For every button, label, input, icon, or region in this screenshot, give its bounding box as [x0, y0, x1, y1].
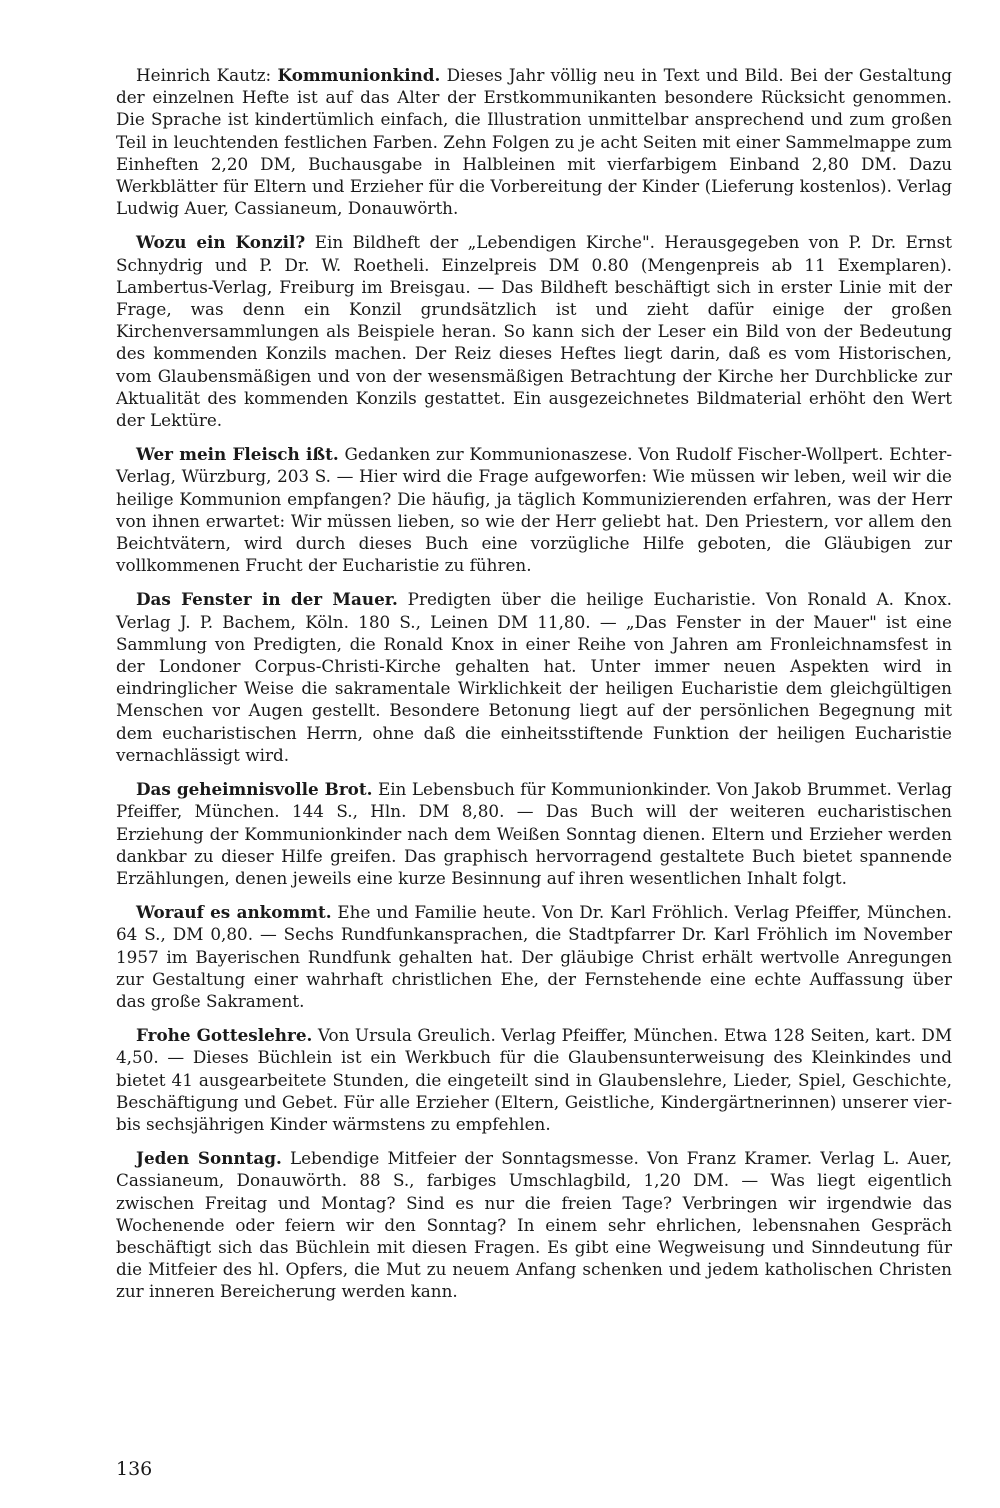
review-entry-jeden-sonntag [116, 1147, 952, 1302]
review-entry-worauf-es-ankommt [116, 901, 952, 1012]
entry-text: Ein Bildheft der „Lebendigen Kirche". Herausgegeben von P. Dr. Ernst Schnydrig und P. Dr. W. Roetheli. Einzelpreis DM 0.80 (Mengenpreis ab 11 Exemplaren). Lambertus-Verlag, Freiburg im Breisgau. — Das Bildheft beschäftigt sich in erster Linie mit der Frage, was denn ein Konzil grundsätzlich ist und zieht dafür einige der großen Kirchenversammlungen als Beispiele heran. So kann sich der Leser ein Bild von der Bedeutung des kommenden Konzils machen. Der Reiz dieses Heftes liegt darin, daß es vom Historischen, vom Glaubensmäßigen und von der wesensmäßigen Betrachtung der Kirche her Durchblicke zur Aktualität des kommenden Konzils gestattet. Ein ausgezeichnetes Bildmaterial erhöht den Wert der Lektüre. [116, 232, 953, 431]
entry-text: Gedanken zur Kommunionaszese. Von Rudolf Fischer-Wollpert. Echter-Verlag, Würzburg, 203 S. — Hier wird die Frage aufgeworfen: Wie müssen wir leben, weil wir die heilige Kommunion empfangen? Die häufig, ja täglich Kommunizierenden erfahren, was der Herr von ihnen erwartet: Wir müssen lieben, so wie der Herr geliebt hat. Den Priestern, vor allem den Beichtvätern, wird durch dieses Buch eine vorzügliche Hilfe geboten, die Gläubigen zur vollkommenen Frucht der Eucharistie zu führen. [116, 444, 952, 576]
entry-title: Das geheimnisvolle Brot. [136, 779, 373, 800]
entry-text: Von Ursula Greulich. Verlag Pfeiffer, München. Etwa 128 Seiten, kart. DM 4,50. — Dieses Büchlein ist ein Werkbuch für die Glaubensunterweisung des Kleinkindes und bietet 41 ausgearbeitete Stunden, die eingeteilt sind in Glaubenslehre, Lieder, Spiel, Geschichte, Beschäftigung und Gebet. Für alle Erzieher (Eltern, Geistliche, Kindergärtnerinnen) unserer vier- bis sechsjährigen Kinder wärmstens zu empfehlen. [116, 1025, 953, 1134]
entry-title: Jeden Sonntag. [136, 1148, 282, 1169]
entry-text: Ehe und Familie heute. Von Dr. Karl Fröhlich. Verlag Pfeiffer, München. 64 S., DM 0,80. — Sechs Rundfunkansprachen, die Stadtpfarrer Dr. Karl Fröhlich im November 1957 im Bayerischen Rundfunk gehalten hat. Der gläubige Christ erhält wertvolle Anregungen zur Gestaltung einer wahrhaft christlichen Ehe, der Fernstehende eine echte Auffassung über das große Sakrament. [116, 902, 952, 1011]
review-entry-kommunionkind [116, 64, 952, 219]
review-column [116, 64, 952, 1315]
entry-text: Predigten über die heilige Eucharistie. Von Ronald A. Knox. Verlag J. P. Bachem, Köln. 180 S., Leinen DM 11,80. — „Das Fenster in der Mauer" ist eine Sammlung von Predigten, die Ronald Knox in einer Reihe von Jahren am Fronleichnamsfest in der Londoner Corpus-Christi-Kirche gehalten hat. Unter immer neuen Aspekten wird in eindringlicher Weise die sakramentale Wirklichkeit der heiligen Eucharistie dem gleichgültigen Menschen vor Augen gestellt. Besondere Betonung liegt auf der persönlichen Begegnung mit dem eucharistischen Herrn, ohne daß die einheitsstiftende Funktion der heiligen Eucharistie vernachlässigt wird. [116, 589, 952, 765]
review-entry-wer-mein-fleisch [116, 443, 952, 576]
review-entry-fenster-in-der-mauer [116, 588, 952, 766]
entry-title: Frohe Gotteslehre. [136, 1025, 313, 1046]
entry-author: Heinrich Kautz: [136, 65, 278, 85]
review-entry-frohe-gotteslehre [116, 1024, 952, 1135]
entry-title: Wer mein Fleisch ißt. [136, 444, 339, 465]
review-entry-wozu-ein-konzil [116, 231, 952, 431]
entry-title: Wozu ein Konzil? [136, 232, 306, 253]
entry-text: Lebendige Mitfeier der Sonntagsmesse. Von Franz Kramer. Verlag L. Auer, Cassianeum, Donauwörth. 88 S., farbiges Umschlagbild, 1,20 DM. — Was liegt eigentlich zwischen Freitag und Montag? Sind es nur die freien Tage? Verbringen wir irgendwie das Wochenende oder feiern wir den Sonntag? In einem sehr ehrlichen, lebensnahen Gespräch beschäftigt sich das Büchlein mit diesen Fragen. Es gibt eine Wegweisung und Sinndeutung für die Mitfeier des hl. Opfers, die Mut zu neuem Anfang schenken und jedem katholischen Christen zur inneren Bereicherung werden kann. [116, 1148, 952, 1302]
entry-title: Worauf es ankommt. [136, 902, 332, 923]
entry-text: Dieses Jahr völlig neu in Text und Bild. Bei der Gestaltung der einzelnen Hefte ist auf das Alter der Erstkommunikanten besondere Rücksicht genommen. Die Sprache ist kindertümlich einfach, die Illustration unmittelbar ansprechend und zum großen Teil in leuchtenden festlichen Farben. Zehn Folgen zu je acht Seiten mit einer Sammelmappe zum Einheften 2,20 DM, Buchausgabe in Halbleinen mit vierfarbigem Einband 2,80 DM. Dazu Werkblätter für Eltern und Erzieher für die Vorbereitung der Kinder (Lieferung kostenlos). Verlag Ludwig Auer, Cassianeum, Donauwörth. [116, 65, 952, 219]
entry-title: Kommunionkind. [277, 65, 441, 85]
entry-title: Das Fenster in der Mauer. [136, 589, 398, 610]
review-entry-geheimnisvolle-brot [116, 778, 952, 889]
page-number: 136 [116, 1458, 153, 1480]
entry-text: Ein Lebensbuch für Kommunionkinder. Von Jakob Brummet. Verlag Pfeiffer, München. 144 S., Hln. DM 8,80. — Das Buch will der weiteren eucharistischen Erziehung der Kommunionkinder nach dem Weißen Sonntag dienen. Eltern und Erzieher werden dankbar zu dieser Hilfe greifen. Das graphisch hervorragend gestaltete Buch bietet spannende Erzählungen, denen jeweils eine kurze Besinnung auf ihren wesentlichen Inhalt folgt. [116, 779, 952, 888]
